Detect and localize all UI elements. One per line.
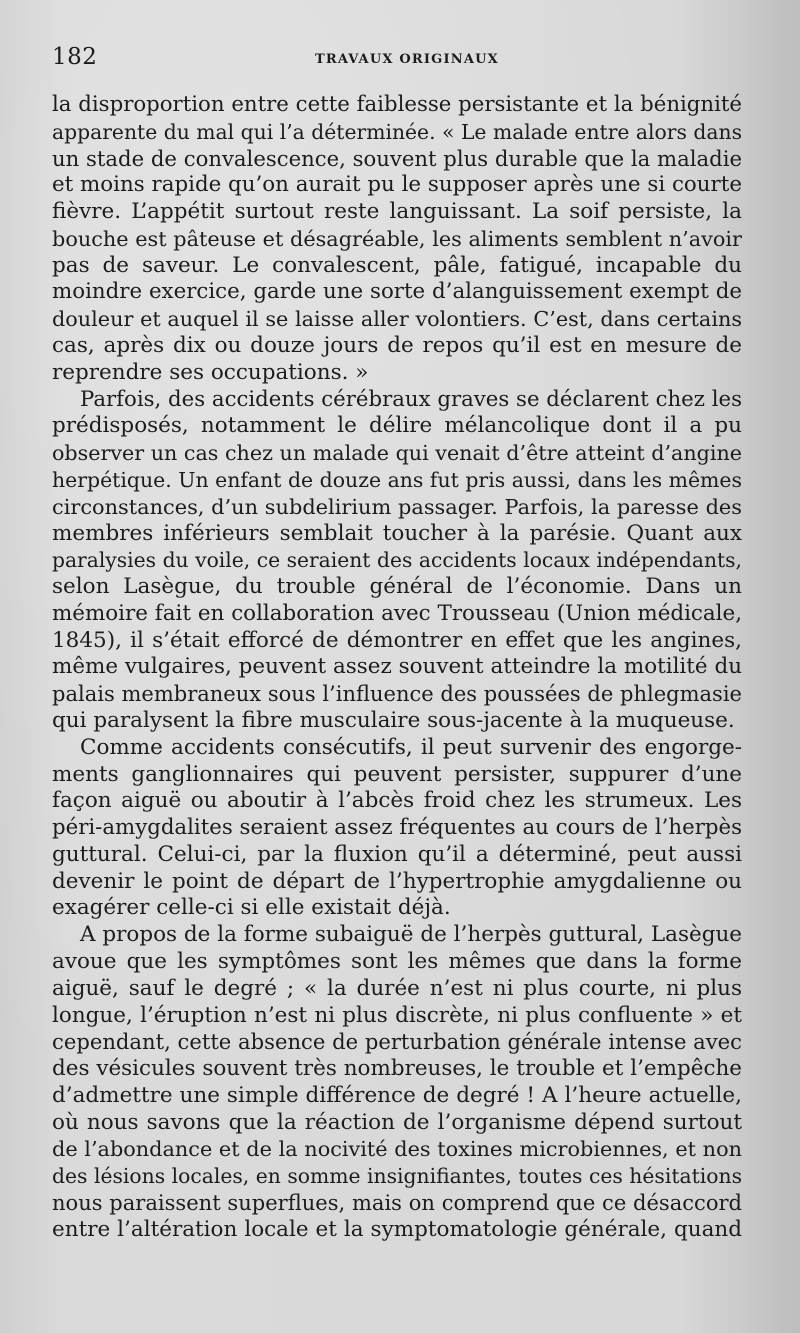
text-line: prédisposés, notamment le délire mélancolique dont il a pu: [52, 413, 742, 439]
text-line: observer un cas chez un malade qui venait d’être atteint d’angine: [52, 441, 742, 466]
text-line: avoue que les symptômes sont les mêmes que dans la forme: [52, 949, 742, 974]
text-line: péri-amygdalites seraient assez fréquentes au cours de l’herpès: [52, 815, 742, 841]
text-line: douleur et auquel il se laisse aller volontiers. C’est, dans certains: [52, 307, 742, 332]
text-line: reprendre ses occupations. »: [52, 359, 369, 385]
text-line: fièvre. L’appétit surtout reste languissant. La soif persiste, la: [52, 199, 742, 225]
text-line: circonstances, d’un subdelirium passager. Parfois, la paresse des: [52, 494, 742, 519]
text-line: Comme accidents consécutifs, il peut survenir des engorge-: [80, 734, 742, 760]
text-line: exagérer celle-ci si elle existait déjà.: [52, 895, 451, 921]
text-line: apparente du mal qui l’a déterminée. « Le malade entre alors dans: [52, 119, 742, 144]
running-head: TRAVAUX ORIGINAUX: [315, 52, 499, 67]
text-line: cependant, cette absence de perturbation générale intense avec: [52, 1029, 742, 1055]
text-line: mémoire fait en collaboration avec Trousseau (Union médicale,: [52, 600, 742, 626]
text-line: façon aiguë ou aboutir à l’abcès froid chez les strumeux. Les: [52, 788, 742, 814]
text-line: guttural. Celui-ci, par la fluxion qu’il a déterminé, peut aussi: [52, 841, 742, 867]
text-line: herpétique. Un enfant de douze ans fut pris aussi, dans les mêmes: [52, 467, 742, 492]
text-line: et moins rapide qu’on aurait pu le supposer après une si courte: [52, 172, 742, 198]
text-line: nous paraissent superflues, mais on comprend que ce désaccord: [52, 1190, 742, 1216]
text-line: cas, après dix ou douze jours de repos qu’il est en mesure de: [52, 333, 742, 359]
text-line: 1845), il s’était efforcé de démontrer en effet que les angines,: [52, 627, 742, 653]
text-line: membres inférieurs semblait toucher à la parésie. Quant aux: [52, 520, 742, 546]
text-line: des vésicules souvent très nombreuses, le trouble et l’empêche: [52, 1056, 742, 1082]
text-line: moindre exercice, garde une sorte d’alanguissement exempt de: [52, 279, 742, 305]
text-line: de l’abondance et de la nocivité des toxines microbiennes, et non: [52, 1137, 742, 1162]
text-line: paralysies du voile, ce seraient des accidents locaux indépendants,: [52, 548, 742, 573]
text-line: entre l’altération locale et la symptomatologie générale, quand: [52, 1216, 742, 1242]
text-line: palais membraneux sous l’influence des poussées de phlegmasie: [52, 681, 742, 707]
text-line: un stade de convalescence, souvent plus durable que la maladie: [52, 145, 742, 171]
body-text: [52, 92, 742, 1244]
text-line: ments ganglionnaires qui peuvent persister, suppurer d’une: [52, 761, 742, 787]
text-line: longue, l’éruption n’est ni plus discrète, ni plus confluente » et: [52, 1002, 742, 1028]
text-line: bouche est pâteuse et désagréable, les aliments semblent n’avoir: [52, 226, 742, 251]
text-line: d’admettre une simple différence de degré ! A l’heure actuelle,: [52, 1082, 742, 1108]
text-line: qui paralysent la fibre musculaire sous-jacente à la muqueuse.: [52, 707, 735, 733]
text-line: même vulgaires, peuvent assez souvent atteindre la motilité du: [52, 654, 742, 680]
text-line: A propos de la forme subaiguë de l’herpès guttural, Lasègue: [80, 922, 742, 948]
page-header: [52, 44, 742, 78]
text-line: devenir le point de départ de l’hypertrophie amygdalienne ou: [52, 868, 742, 894]
text-line: où nous savons que la réaction de l’organisme dépend surtout: [52, 1109, 742, 1135]
text-line: aiguë, sauf le degré ; « la durée n’est ni plus courte, ni plus: [52, 975, 742, 1001]
text-line: pas de saveur. Le convalescent, pâle, fatigué, incapable du: [52, 252, 742, 278]
page-number: 182: [52, 44, 98, 70]
text-line: des lésions locales, en somme insignifiantes, toutes ces hésitations: [52, 1164, 742, 1189]
text-line: selon Lasègue, du trouble général de l’économie. Dans un: [52, 574, 742, 600]
text-line: Parfois, des accidents cérébraux graves se déclarent chez les: [80, 386, 742, 412]
text-line: la disproportion entre cette faiblesse persistante et la bénignité: [52, 92, 742, 117]
